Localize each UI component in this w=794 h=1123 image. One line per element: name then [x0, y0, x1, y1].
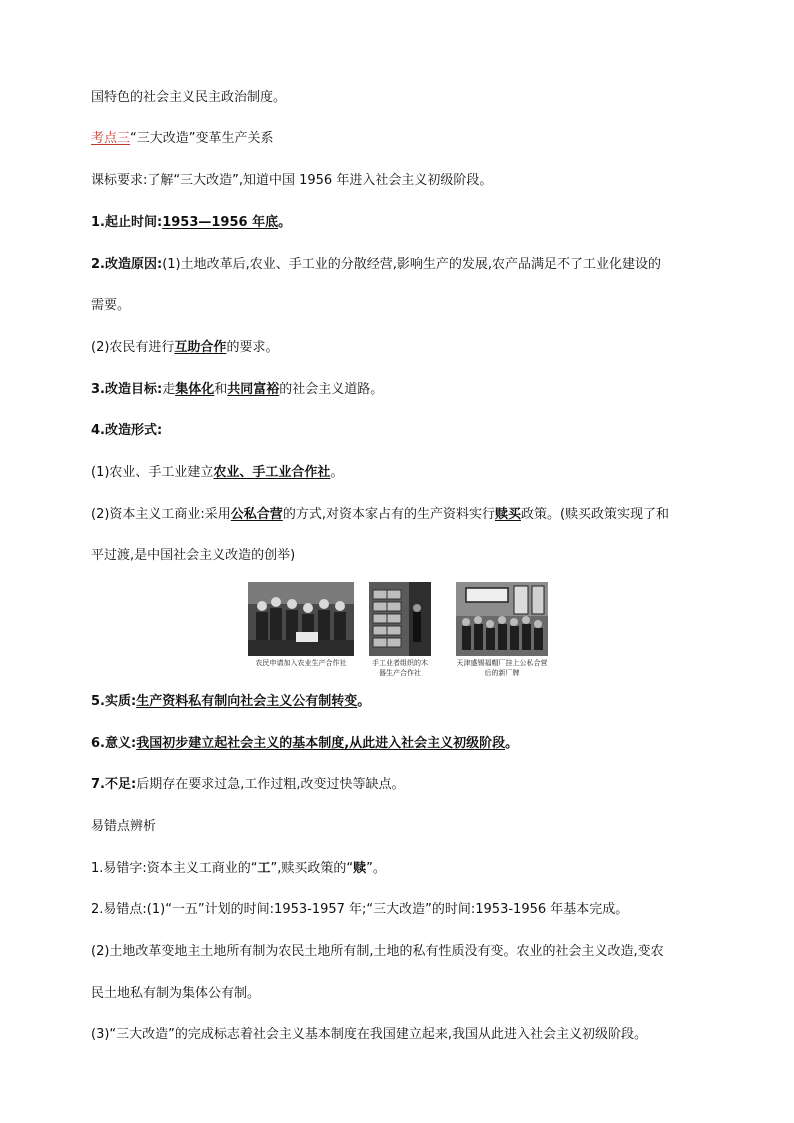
section-title: “三大改造”变革生产关系	[130, 131, 274, 146]
error-1: 1.易错字:资本主义工商业的“工”,赎买政策的“赎”。	[91, 861, 386, 876]
photo-factory-image	[456, 582, 548, 656]
item-6: 6.意义:我国初步建立起社会主义的基本制度,从此进入社会主义初级阶段。	[91, 736, 519, 751]
photo-handicraft	[369, 582, 431, 678]
item-2-2: (2)农民有进行互助合作的要求。	[91, 340, 279, 355]
answer-cooperation: 互助合作	[174, 340, 227, 355]
item-2-cont: 需要。	[91, 298, 131, 313]
line-1: 国特色的社会主义民主政治制度。	[91, 90, 287, 105]
answer-cooperatives: 农业、手工业合作社	[213, 465, 331, 480]
answer-redemption: 赎买	[494, 507, 521, 522]
photo-handicraft-image	[369, 582, 431, 656]
error-2: 2.易错点:(1)“一五”计划的时间:1953-1957 年;“三大改造”的时间:1953-1956 年基本完成。	[91, 902, 629, 917]
answer-joint-venture: 公私合营	[230, 507, 283, 522]
answer-significance: 我国初步建立起社会主义的基本制度,从此进入社会主义初级阶段	[136, 736, 506, 751]
error-analysis-heading: 易错点辨析	[91, 819, 157, 834]
item-5: 5.实质:生产资料私有制向社会主义公有制转变。	[91, 694, 371, 709]
answer-collectivization: 集体化	[175, 382, 215, 397]
item-4-2-cont: 平过渡,是中国社会主义改造的创举)	[91, 548, 296, 563]
photo-farmers-image	[248, 582, 354, 656]
photo-farmers	[248, 582, 354, 668]
item-1: 1.起止时间:1953—1956 年底。	[91, 215, 292, 230]
photo-factory	[456, 582, 548, 678]
error-2-3: (3)“三大改造”的完成标志着社会主义基本制度在我国建立起来,我国从此进入社会主义初级阶段。	[91, 1027, 648, 1042]
item-7: 7.不足:后期存在要求过急,工作过粗,改变过快等缺点。	[91, 777, 405, 792]
answer-common-prosperity: 共同富裕	[227, 382, 280, 397]
item-4: 4.改造形式:	[91, 423, 163, 438]
section-heading	[91, 130, 274, 148]
photo-farmers-caption: 农民申请加入农业生产合作社	[255, 659, 347, 667]
item-4-2: (2)资本主义工商业:采用公私合营的方式,对资本家占有的生产资料实行赎买政策。(赎买政策实现了和	[91, 507, 670, 522]
item-2: 2.改造原因:(1)土地改革后,农业、手工业的分散经营,影响生产的发展,农产品满足不了工业化建设的	[91, 257, 661, 272]
curriculum-requirement: 课标要求:了解“三大改造”,知道中国 1956 年进入社会主义初级阶段。	[91, 173, 493, 188]
answer-period: 1953—1956 年底	[162, 215, 279, 230]
section-label: 考点三	[91, 131, 131, 146]
answer-essence: 生产资料私有制向社会主义公有制转变	[136, 694, 358, 709]
photo-strip	[248, 582, 548, 682]
photo-handicraft-caption: 手工业者组织的木器生产合作社	[372, 659, 428, 677]
item-3: 3.改造目标:走集体化和共同富裕的社会主义道路。	[91, 382, 384, 397]
error-2-2: (2)土地改革变地主土地所有制为农民土地所有制,土地的私有性质没有变。农业的社会主义改造,变农	[91, 944, 664, 959]
item-4-1: (1)农业、手工业建立农业、手工业合作社。	[91, 465, 344, 480]
error-2-2-cont: 民土地私有制为集体公有制。	[91, 986, 261, 1001]
photo-factory-caption: 天津盛锡福帽厂挂上公私合营后的新厂牌	[456, 659, 548, 677]
